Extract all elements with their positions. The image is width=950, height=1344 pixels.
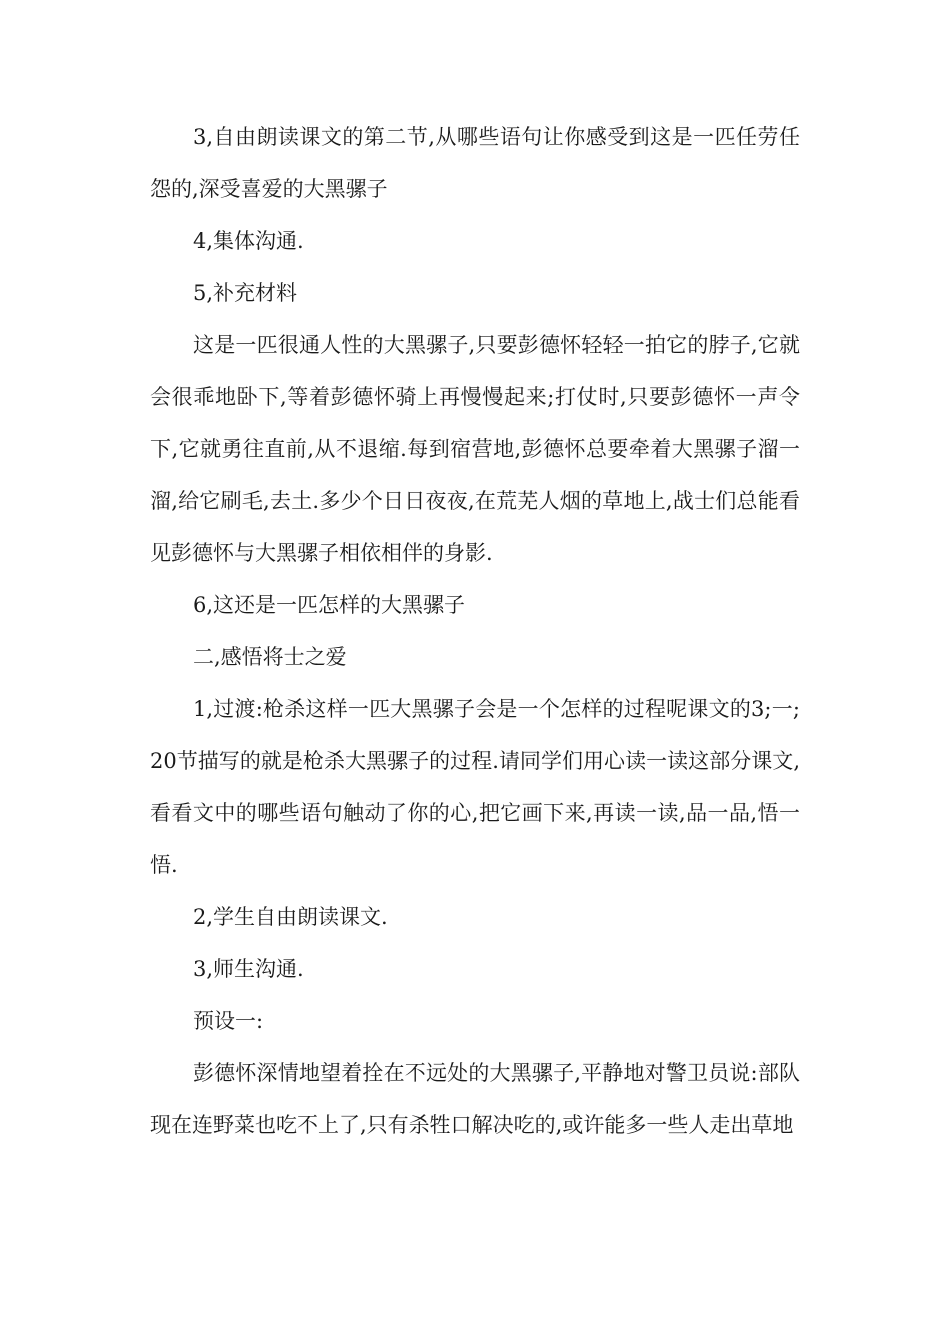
paragraph-4: 这是一匹很通人性的大黑骡子,只要彭德怀轻轻一拍它的脖子,它就会很乖地卧下,等着彭德怀骑上再慢慢起来;打仗时,只要彭德怀一声令下,它就勇往直前,从不退缩.每到宿营地,彭德怀总要牵着大黑骡子溜一溜,给它刷毛,去土.多少个日日夜夜,在荒芜人烟的草地上,战士们总能看见彭德怀与大黑骡子相依相伴的身影. xyxy=(150,333,800,565)
paragraph-3: 5,补充材料 xyxy=(193,281,298,305)
paragraph-7: 1,过渡:枪杀这样一匹大黑骡子会是一个怎样的过程呢课文的3;一;20节描写的就是枪杀大黑骡子的过程.请同学们用心读一读这部分课文,看看文中的哪些语句触动了你的心,把它画下来,再读一读,品一品,悟一悟. xyxy=(150,697,800,877)
paragraph-8: 2,学生自由朗读课文. xyxy=(193,905,388,929)
paragraph-2: 4,集体沟通. xyxy=(193,229,304,253)
paragraph-9: 3,师生沟通. xyxy=(193,957,304,981)
paragraph-11: 彭德怀深情地望着拴在不远处的大黑骡子,平静地对警卫员说:部队现在连野菜也吃不上了,只有杀牲口解决吃的,或许能多一些人走出草地 xyxy=(150,1061,800,1137)
section-heading: 二,感悟将士之爱 xyxy=(193,645,347,669)
paragraph-10: 预设一: xyxy=(193,1009,264,1033)
paragraph-5: 6,这还是一匹怎样的大黑骡子 xyxy=(193,593,466,617)
paragraph-1: 3,自由朗读课文的第二节,从哪些语句让你感受到这是一匹任劳任怨的,深受喜爱的大黑骡子 xyxy=(150,125,800,201)
document-body xyxy=(150,111,800,1151)
